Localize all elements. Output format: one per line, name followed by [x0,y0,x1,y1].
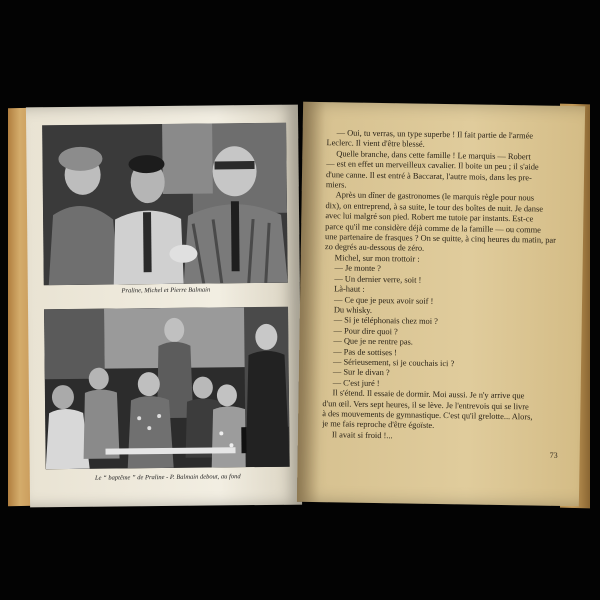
text-line: — Pas de sottises ! [333,346,398,357]
photo-praline-michel-balmain [42,123,288,286]
text-line: une partenaire de frasques ? On se quitte, à cinq heures du matin, par [324,232,557,245]
text-line: avec lui malgré son pied. Robert me tutoie par instants. Est-ce [325,211,534,224]
text-line: — Sur le divan ? [332,367,390,378]
body-text [322,128,565,444]
text-line: Quelle branche, dans cette famille ! Le marquis — Robert [336,149,531,162]
text-line: — Oui, tu verras, un type superbe ! Il fait partie de l'armée [336,128,534,141]
photo-bottom-caption: Le “ baptême ” de Praline - P. Balmain debout, au fond [94,473,241,482]
text-line: d'un œil. Vers sept heures, il se lève. Je l'entrevois qui se livre [322,398,529,411]
text-line: — Que je ne rentre pas. [333,336,413,347]
text-line: Il avait si froid !... [331,430,393,441]
text-line: — est en effet un merveilleux cavalier. Il boite un peu ; il s'aide [326,159,539,172]
text-line: d'une canne. Il est entré à Baccarat, l'autre mois, dans les pre- [325,169,532,183]
text-line: zo degrés au-dessous de zéro. [324,242,425,254]
text-line: Leclerc. Il vient d'être blessé. [326,138,425,150]
text-line: — Pour dire quoi ? [333,326,398,337]
text-line: Là-haut : [334,284,365,294]
right-page [297,102,585,506]
photo-bottom-illustration [44,307,290,470]
photo-top-caption: Praline, Michel et Pierre Balmain [121,286,211,295]
text-line: — Je monte ? [334,263,381,274]
text-line: — Si je téléphonais chez moi ? [333,315,438,327]
text-line: miers. [325,180,347,190]
text-line: Il s'étend. Il essaie de dormir. Moi aussi. Je n'y arrive que [332,388,525,401]
text-line: dix), on entreprend, à sa suite, le tour des boîtes de nuit. Je danse [325,201,544,214]
text-line: Du whisky. [333,305,373,315]
text-line: parce qu'il me considère déjà comme de la famille — ou comme [325,221,541,235]
text-line: je me fais reproche d'être égoïste. [322,419,435,431]
text-line: — C'est juré ! [332,378,380,388]
left-page [26,105,302,508]
photo-bapteme-praline [44,307,290,470]
text-line: Michel, sur mon trottoir : [334,253,420,264]
text-line: Après un dîner de gastronomes (le marquis règle pour nous [335,190,535,203]
text-line: à des mouvements de gymnastique. C'est qu'il grelotte... Alors, [322,409,533,422]
text-line: — Un dernier verre, soit ! [334,274,422,285]
text-line: — Sérieusement, si je couchais ici ? [333,357,455,369]
page-number: 73 [549,450,558,460]
text-line: — Ce que je peux avoir soif ! [333,294,434,306]
photo-top-illustration [42,123,288,286]
